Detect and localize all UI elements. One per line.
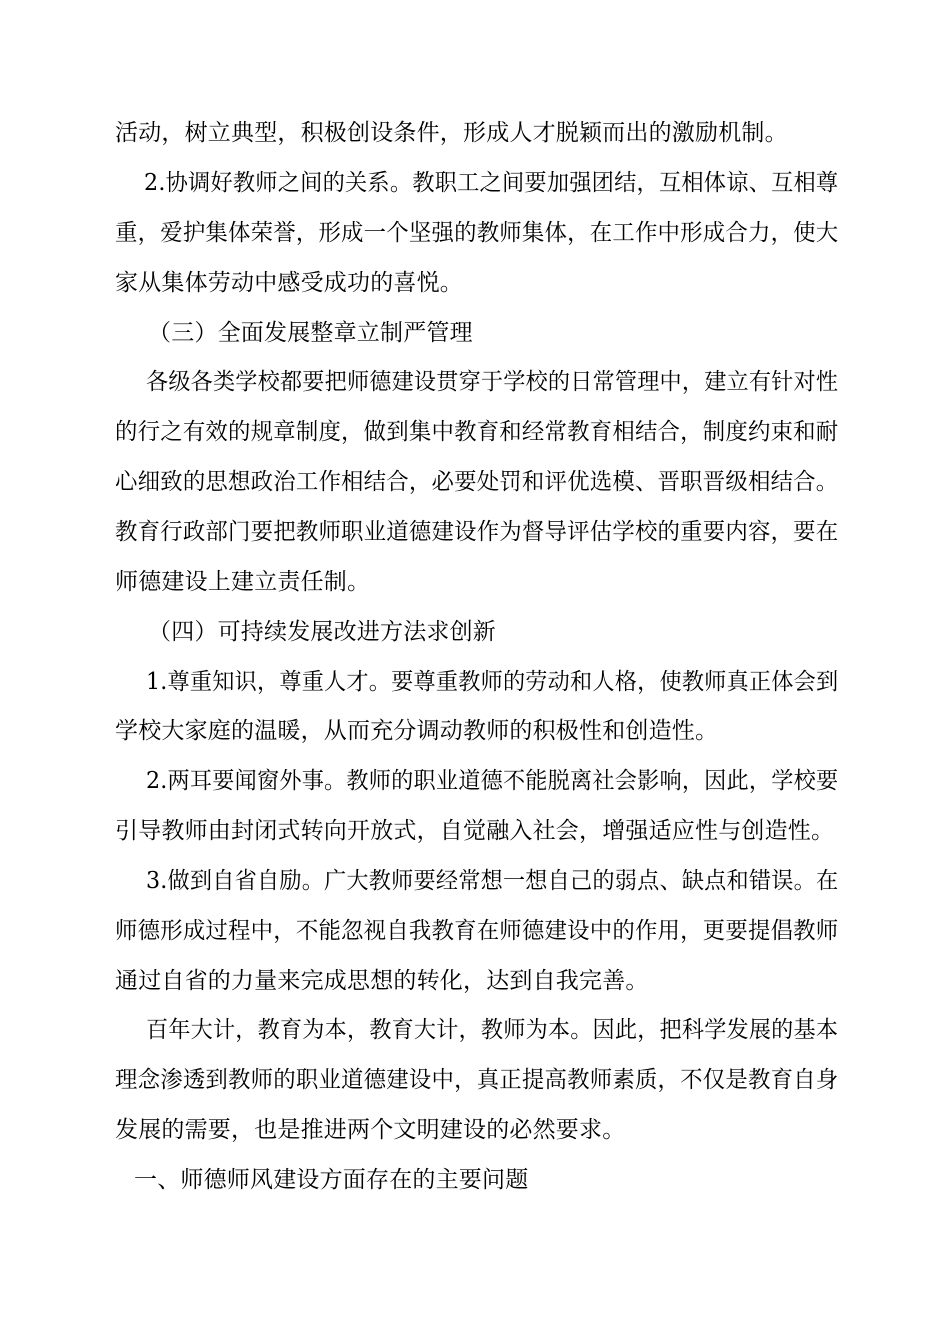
- body-line: 1.尊重知识，尊重人才。要尊重教师的劳动和人格，使教师真正体会到: [146, 669, 839, 695]
- body-line: 师德建设上建立责任制。: [115, 569, 371, 595]
- body-line: 理念渗透到教师的职业道德建设中，真正提高教师素质，不仅是教育自身: [115, 1067, 839, 1093]
- body-line: 的行之有效的规章制度，做到集中教育和经常教育相结合，制度约束和耐: [115, 419, 839, 445]
- section-heading: 一、师德师风建设方面存在的主要问题: [134, 1167, 529, 1193]
- body-line: 师德形成过程中，不能忽视自我教育在师德建设中的作用，更要提倡教师: [115, 918, 839, 944]
- body-line: 发展的需要，也是推进两个文明建设的必然要求。: [115, 1117, 626, 1143]
- body-line: 重，爱护集体荣誉，形成一个坚强的教师集体，在工作中形成合力，使大: [115, 220, 839, 246]
- body-line: 3.做到自省自励。广大教师要经常想一想自己的弱点、缺点和错误。在: [146, 868, 839, 894]
- body-line: 百年大计，教育为本，教育大计，教师为本。因此，把科学发展的基本: [146, 1017, 839, 1043]
- section-heading: （三）全面发展整章立制严管理: [148, 320, 473, 346]
- section-heading: （四）可持续发展改进方法求创新: [148, 619, 496, 645]
- body-line: 通过自省的力量来完成思想的转化，达到自我完善。: [115, 968, 649, 994]
- body-line: 引导教师由封闭式转向开放式，自觉融入社会，增强适应性与创造性。: [115, 818, 835, 844]
- body-line: 心细致的思想政治工作相结合，必要处罚和评优选模、晋职晋级相结合。: [115, 469, 839, 495]
- body-line: 2.协调好教师之间的关系。教职工之间要加强团结，互相体谅、互相尊: [144, 170, 839, 196]
- body-line: 2.两耳要闻窗外事。教师的职业道德不能脱离社会影响，因此，学校要: [146, 768, 839, 794]
- body-line: 教育行政部门要把教师职业道德建设作为督导评估学校的重要内容，要在: [115, 519, 839, 545]
- body-line: 家从集体劳动中感受成功的喜悦。: [115, 270, 463, 296]
- body-line: 活动，树立典型，积极创设条件，形成人才脱颖而出的激励机制。: [115, 120, 788, 146]
- body-line: 各级各类学校都要把师德建设贯穿于学校的日常管理中，建立有针对性: [146, 369, 839, 395]
- body-line: 学校大家庭的温暖，从而充分调动教师的积极性和创造性。: [115, 718, 719, 744]
